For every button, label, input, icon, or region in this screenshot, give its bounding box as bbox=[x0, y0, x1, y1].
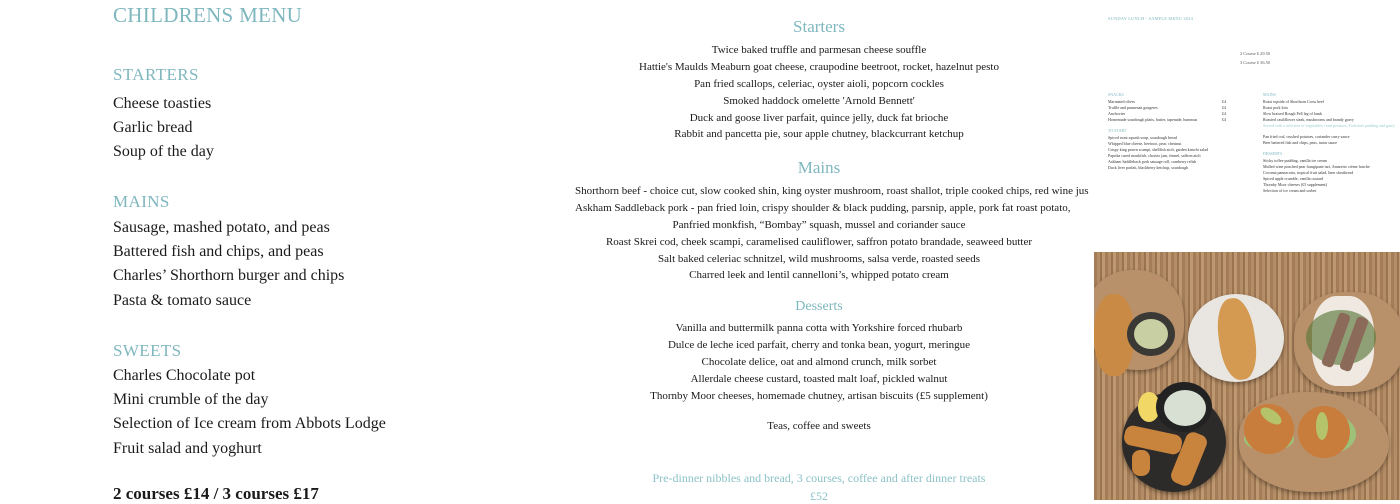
dinner-menu bbox=[575, 0, 1089, 503]
dinner-extra: Teas, coffee and sweets bbox=[767, 420, 871, 432]
menu-item: Slow braised Rough Fell leg of lamb bbox=[1263, 110, 1322, 116]
menu-item: Allerdale cheese custard, toasted malt loaf, pickled walnut bbox=[690, 372, 948, 385]
dip bbox=[1134, 319, 1168, 349]
dinner-starters-list bbox=[575, 42, 1063, 143]
menu-item: Charles’ Shorthorn burger and chips bbox=[113, 267, 345, 285]
menu-item: Shorthorn beef - choice cut, slow cooked shin, king oyster mushroom, roast shallot, triple cooked chips, red wine jus bbox=[575, 185, 1089, 197]
snack-price: £4 bbox=[1222, 98, 1226, 104]
menu-item: Duck liver parfait, blackberry ketchup, sourdough bbox=[1108, 165, 1189, 171]
menu-item: Askham Saddleback pork sausage roll, cranberry relish bbox=[1108, 158, 1197, 164]
menu-item: Roasted cauliflower steak, mushrooms and brandy gravy bbox=[1263, 116, 1354, 122]
price-line: 3 Course £ 36.50 bbox=[1240, 60, 1271, 65]
dinner-mains-list bbox=[575, 183, 1089, 284]
kids-starters-list bbox=[113, 92, 214, 165]
menu-item: Charred leek and lentil cannelloni’s, whipped potato cream bbox=[689, 269, 949, 282]
menu-item: Pasta & tomato sauce bbox=[113, 291, 252, 309]
menu-item: Sausage, mashed potato, and peas bbox=[113, 219, 330, 236]
childrens-menu bbox=[113, 0, 573, 503]
menu-item: Rabbit and pancetta pie, sour apple chutney, blackcurrant ketchup bbox=[674, 128, 964, 141]
menu-item: Smoked haddock omelette 'Arnold Bennett' bbox=[723, 94, 915, 107]
dinner-mains-heading: Mains bbox=[797, 158, 841, 177]
menu-item: Hattie's Maulds Meaburn goat cheese, craupodine beetroot, rocket, hazelnut pesto bbox=[639, 60, 999, 73]
menu-item: Spiced apple crumble, vanilla custard bbox=[1263, 176, 1324, 182]
price-line: 2 Course £ 29.50 bbox=[1240, 51, 1271, 56]
menu-item: Chocolate delice, oat and almond crunch, milk sorbet bbox=[701, 355, 937, 368]
dinner-offer-price: £52 bbox=[810, 489, 828, 503]
food-photo bbox=[1094, 252, 1400, 500]
kids-mains-list bbox=[113, 216, 344, 313]
snack-price: £4 bbox=[1222, 116, 1226, 122]
dinner-offer: Pre-dinner nibbles and bread, 3 courses, coffee and after dinner treats bbox=[652, 471, 986, 485]
kids-sweets-heading: SWEETS bbox=[113, 341, 182, 360]
menu-item: Coconut pannacotta, tropical fruit salad, lime shortbread bbox=[1263, 170, 1354, 176]
menu-item: Mulled wine poached pear frangipane tart, Amaretto crème fraiche bbox=[1263, 163, 1370, 169]
snack-price: £4 bbox=[1222, 110, 1226, 116]
dinner-desserts-list bbox=[575, 320, 1063, 404]
snack-name: Anchovies bbox=[1108, 110, 1126, 116]
snack-name: Truffle and parmesan gougeres bbox=[1108, 104, 1158, 110]
mains-heading: MAINS bbox=[1263, 92, 1276, 97]
menu-item: Selection of ice cream and sorbet bbox=[1263, 188, 1317, 194]
menu-item: Vanilla and buttermilk panna cotta with Yorkshire forced rhubarb bbox=[675, 322, 963, 334]
childrens-menu-title: CHILDRENS MENU bbox=[113, 3, 303, 27]
sunday-lunch-sample-menu bbox=[1094, 0, 1400, 252]
snack-name: Marinated olives bbox=[1108, 98, 1135, 104]
fish-goujon bbox=[1132, 450, 1150, 476]
snack-name: Homemade sourdough plaits, butter, tapenade, hummus bbox=[1108, 116, 1198, 122]
to-start-heading: TO START bbox=[1108, 127, 1127, 133]
sample-left-column bbox=[1108, 92, 1226, 171]
menu-item: Roast Skrei cod, cheek scampi, caramelised cauliflower, saffron potato brandade, seaweed butter bbox=[605, 235, 1033, 248]
menu-item: Panfried monkfish, “Bombay” squash, mussel and coriander sauce bbox=[672, 218, 966, 231]
mains-note: Served with a selection of vegetables, roast potatoes, Yorkshire pudding and gravy bbox=[1263, 122, 1395, 128]
menu-item: Pan fried scallops, celeriac, oyster aioli, popcorn cockles bbox=[694, 77, 944, 90]
menu-item: Twice baked truffle and parmesan cheese souffle bbox=[711, 44, 927, 56]
menu-item: Pan fried cod, crushed potatoes, coriander curry sauce bbox=[1263, 134, 1350, 140]
menu-item: Roast topside of Shorthorn Cross beef bbox=[1263, 98, 1324, 104]
menu-item: Selection of Ice cream from Abbots Lodge bbox=[113, 415, 386, 433]
dinner-desserts-heading: Desserts bbox=[795, 299, 843, 314]
snack-price: £4 bbox=[1222, 104, 1226, 110]
pickle bbox=[1316, 412, 1328, 440]
menu-item: Spiced roast squash soup, sourdough bread bbox=[1108, 134, 1177, 140]
menu-item: Sticky toffee pudding, vanilla ice cream bbox=[1263, 157, 1327, 163]
menu-item: Roast pork loin bbox=[1263, 104, 1288, 110]
kids-sweets-list bbox=[113, 364, 386, 461]
kids-starters-heading: STARTERS bbox=[113, 65, 199, 84]
kids-mains-heading: MAINS bbox=[113, 192, 170, 211]
menu-item: Garlic bread bbox=[113, 119, 193, 137]
menu-item: Charles Chocolate pot bbox=[113, 367, 256, 384]
menu-item: Duck and goose liver parfait, quince jelly, duck fat brioche bbox=[689, 111, 949, 124]
menu-item: Battered fish and chips, and peas bbox=[113, 243, 324, 261]
sample-menu-prices bbox=[1240, 49, 1270, 67]
menu-item: Thornby Moor cheeses, homemade chutney, artisan biscuits (£5 supplement) bbox=[650, 389, 988, 402]
sample-menu-heading: SUNDAY LUNCH - SAMPLE MENU 2024 bbox=[1108, 16, 1194, 21]
tartare-sauce bbox=[1164, 390, 1206, 426]
dinner-starters-heading: Starters bbox=[793, 17, 845, 36]
sample-right-column bbox=[1263, 92, 1398, 194]
desserts-heading: DESSERTS bbox=[1263, 151, 1283, 157]
menu-item: Beer battered fish and chips, peas, tartar sauce bbox=[1263, 140, 1338, 146]
menu-item: Askham Saddleback pork - pan fried loin, crispy shoulder & black pudding, parsnip, apple, pork fat roast potato, bbox=[575, 201, 1071, 214]
menu-item: Salt baked celeriac schnitzel, wild mushrooms, salsa verde, roasted seeds bbox=[658, 252, 980, 265]
menu-item: Thornby Moor cheeses (£5 supplement) bbox=[1263, 182, 1327, 188]
menu-item: Fruit salad and yoghurt bbox=[113, 439, 262, 457]
kids-price: 2 courses £14 / 3 courses £17 bbox=[113, 484, 319, 503]
menu-item: Soup of the day bbox=[113, 143, 214, 161]
menu-item: Cheese toasties bbox=[113, 95, 212, 112]
menu-item: Whipped blue cheese, beetroot, pear, chestnut bbox=[1108, 140, 1182, 146]
menu-item: Paprika cured monkfish, chorizo jam, fennel, saffron aioli bbox=[1108, 152, 1201, 158]
menu-item: Dulce de leche iced parfait, cherry and tonka bean, yogurt, meringue bbox=[667, 338, 971, 351]
menu-item: Crispy king prawn scampi, shellfish aioli, garden kimchi salad bbox=[1108, 146, 1208, 152]
snacks-heading: SNACKS bbox=[1108, 92, 1124, 97]
menu-item: Mini crumble of the day bbox=[113, 391, 269, 409]
